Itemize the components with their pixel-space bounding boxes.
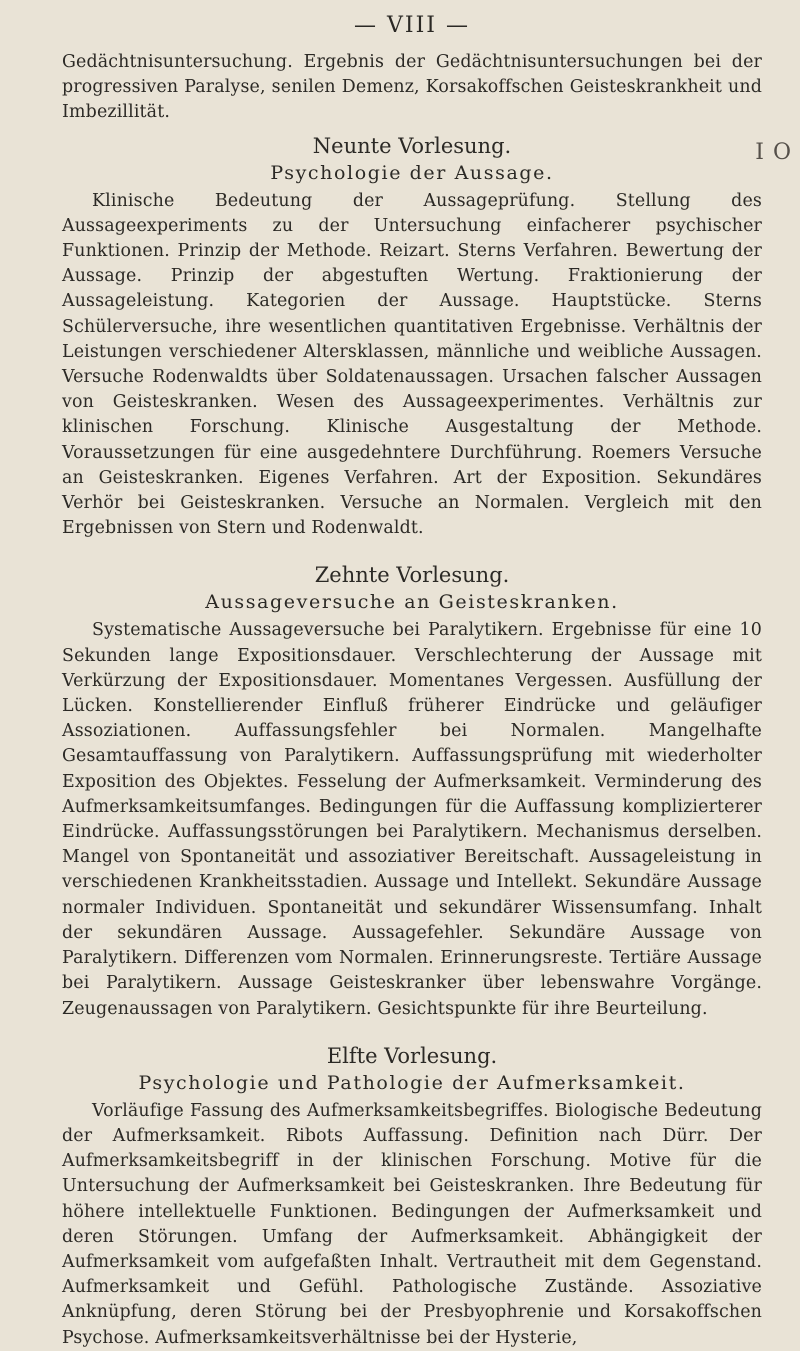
- lecture-heading: Elfte Vorlesung.: [326, 1043, 498, 1068]
- section-gap: [62, 1022, 762, 1036]
- lecture-subheading: Aussageversuche an Geisteskranken.: [205, 591, 619, 614]
- lecture-eleven: [62, 1042, 762, 1351]
- lecture-text: Systematische Aussageversuche bei Paralytikern. Ergebnisse für eine 10 Sekunden lange Expositionsdauer. Verschlechterung der Aussage mit Verkürzung der Expositionsdauer. Momentanes Vergessen. Ausfüllung der Lücken. Konstellierender Einfluß früherer Eindrücke und geläufiger Assoziationen. Auffassungsfehler bei Normalen. Mangelhafte Gesamtauffassung von Paralytikern. Auffassungsprüfung mit wiederholter Exposition des Objektes. Fesselung der Aufmerksamkeit. Verminderung des Aufmerksamkeitsumfanges. Bedingungen für die Auffassung komplizierterer Eindrücke. Auffassungsstörungen bei Paralytikern. Mechanismus derselben. Mangel von Spontaneität und assoziativer Bereitschaft. Aussageleistung in verschiedenen Krankheitsstadien. Aussage und Intellekt. Sekundäre Aussage normaler Individuen. Spontaneität und sekundärer Wissensumfang. Inhalt der sekundären Aussage. Aussagefehler. Sekundäre Aussage von Paralytikern. Differenzen vom Normalen. Erinnerungsreste. Tertiäre Aussage bei Paralytikern. Aussage Geisteskranker über lebenswahre Vorgänge. Zeugenaussagen von Paralytikern. Gesichtspunkte für ihre Beurteilung.: [62, 620, 762, 1019]
- lecture-ten: [62, 561, 762, 1021]
- page-number: — VIII —: [354, 13, 470, 38]
- section-gap: [62, 541, 762, 555]
- lecture-text: Klinische Bedeutung der Aussageprüfung. Stellung des Aussageexperiments zu der Untersuchung einfacherer psychischer Funktionen. Prinzip der Methode. Reizart. Sterns Verfahren. Bewertung der Aussage. Prinzip der abgestuften Wertung. Fraktionierung der Aussageleistung. Kategorien der Aussage. Hauptstücke. Sterns Schülerversuche, ihre wesentlichen quantitativen Ergebnisse. Verhältnis der Leistungen verschiedener Altersklassen, männliche und weibliche Aussagen. Versuche Rodenwaldts über Soldatenaussagen. Ursachen falscher Aussagen von Geisteskranken. Wesen des Aussageexperimentes. Verhältnis zur klinischen Forschung. Klinische Ausgestaltung der Methode. Voraussetzungen für eine ausgedehntere Durchführung. Roemers Versuche an Geisteskranken. Eigenes Verfahren. Art der Exposition. Sekundäres Verhör bei Geisteskranken. Versuche an Normalen. Vergleich mit den Ergebnissen von Stern und Rodenwaldt.: [62, 190, 762, 539]
- lecture-subheading: Psychologie und Pathologie der Aufmerksamkeit.: [138, 1071, 686, 1094]
- lecture-heading: Zehnte Vorlesung.: [314, 563, 510, 588]
- lecture-nine: [62, 132, 762, 542]
- lecture-heading: Neunte Vorlesung.: [312, 133, 512, 158]
- margin-mark: I O: [755, 140, 792, 165]
- intro-paragraph: Gedächtnisuntersuchung. Ergebnis der Gedächtnisuntersuchungen bei der progressiven Paralyse, senilen Demenz, Korsakoffschen Geisteskrankheit und Imbezillität.: [62, 52, 762, 123]
- lecture-subheading: Psychologie der Aussage.: [270, 161, 554, 184]
- lecture-text: Vorläufige Fassung des Aufmerksamkeitsbegriffes. Biologische Bedeutung der Aufmerksamkeit. Ribots Auffassung. Definition nach Dürr. Der Aufmerksamkeitsbegriff in der klinischen Forschung. Motive für die Untersuchung der Aufmerksamkeit bei Geisteskranken. Ihre Bedeutung für höhere intellektuelle Funktionen. Bedingungen der Aufmerksamkeit und deren Störungen. Umfang der Aufmerksamkeit. Abhängigkeit der Aufmerksamkeit vom aufgefaßten Inhalt. Vertrautheit mit dem Gegenstand. Aufmerksamkeit und Gefühl. Pathologische Zustände. Assoziative Anknüpfung, deren Störung bei der Presbyophrenie und Korsakoffschen Psychose. Aufmerksamkeitsverhältnisse bei der Hysterie,: [62, 1100, 762, 1348]
